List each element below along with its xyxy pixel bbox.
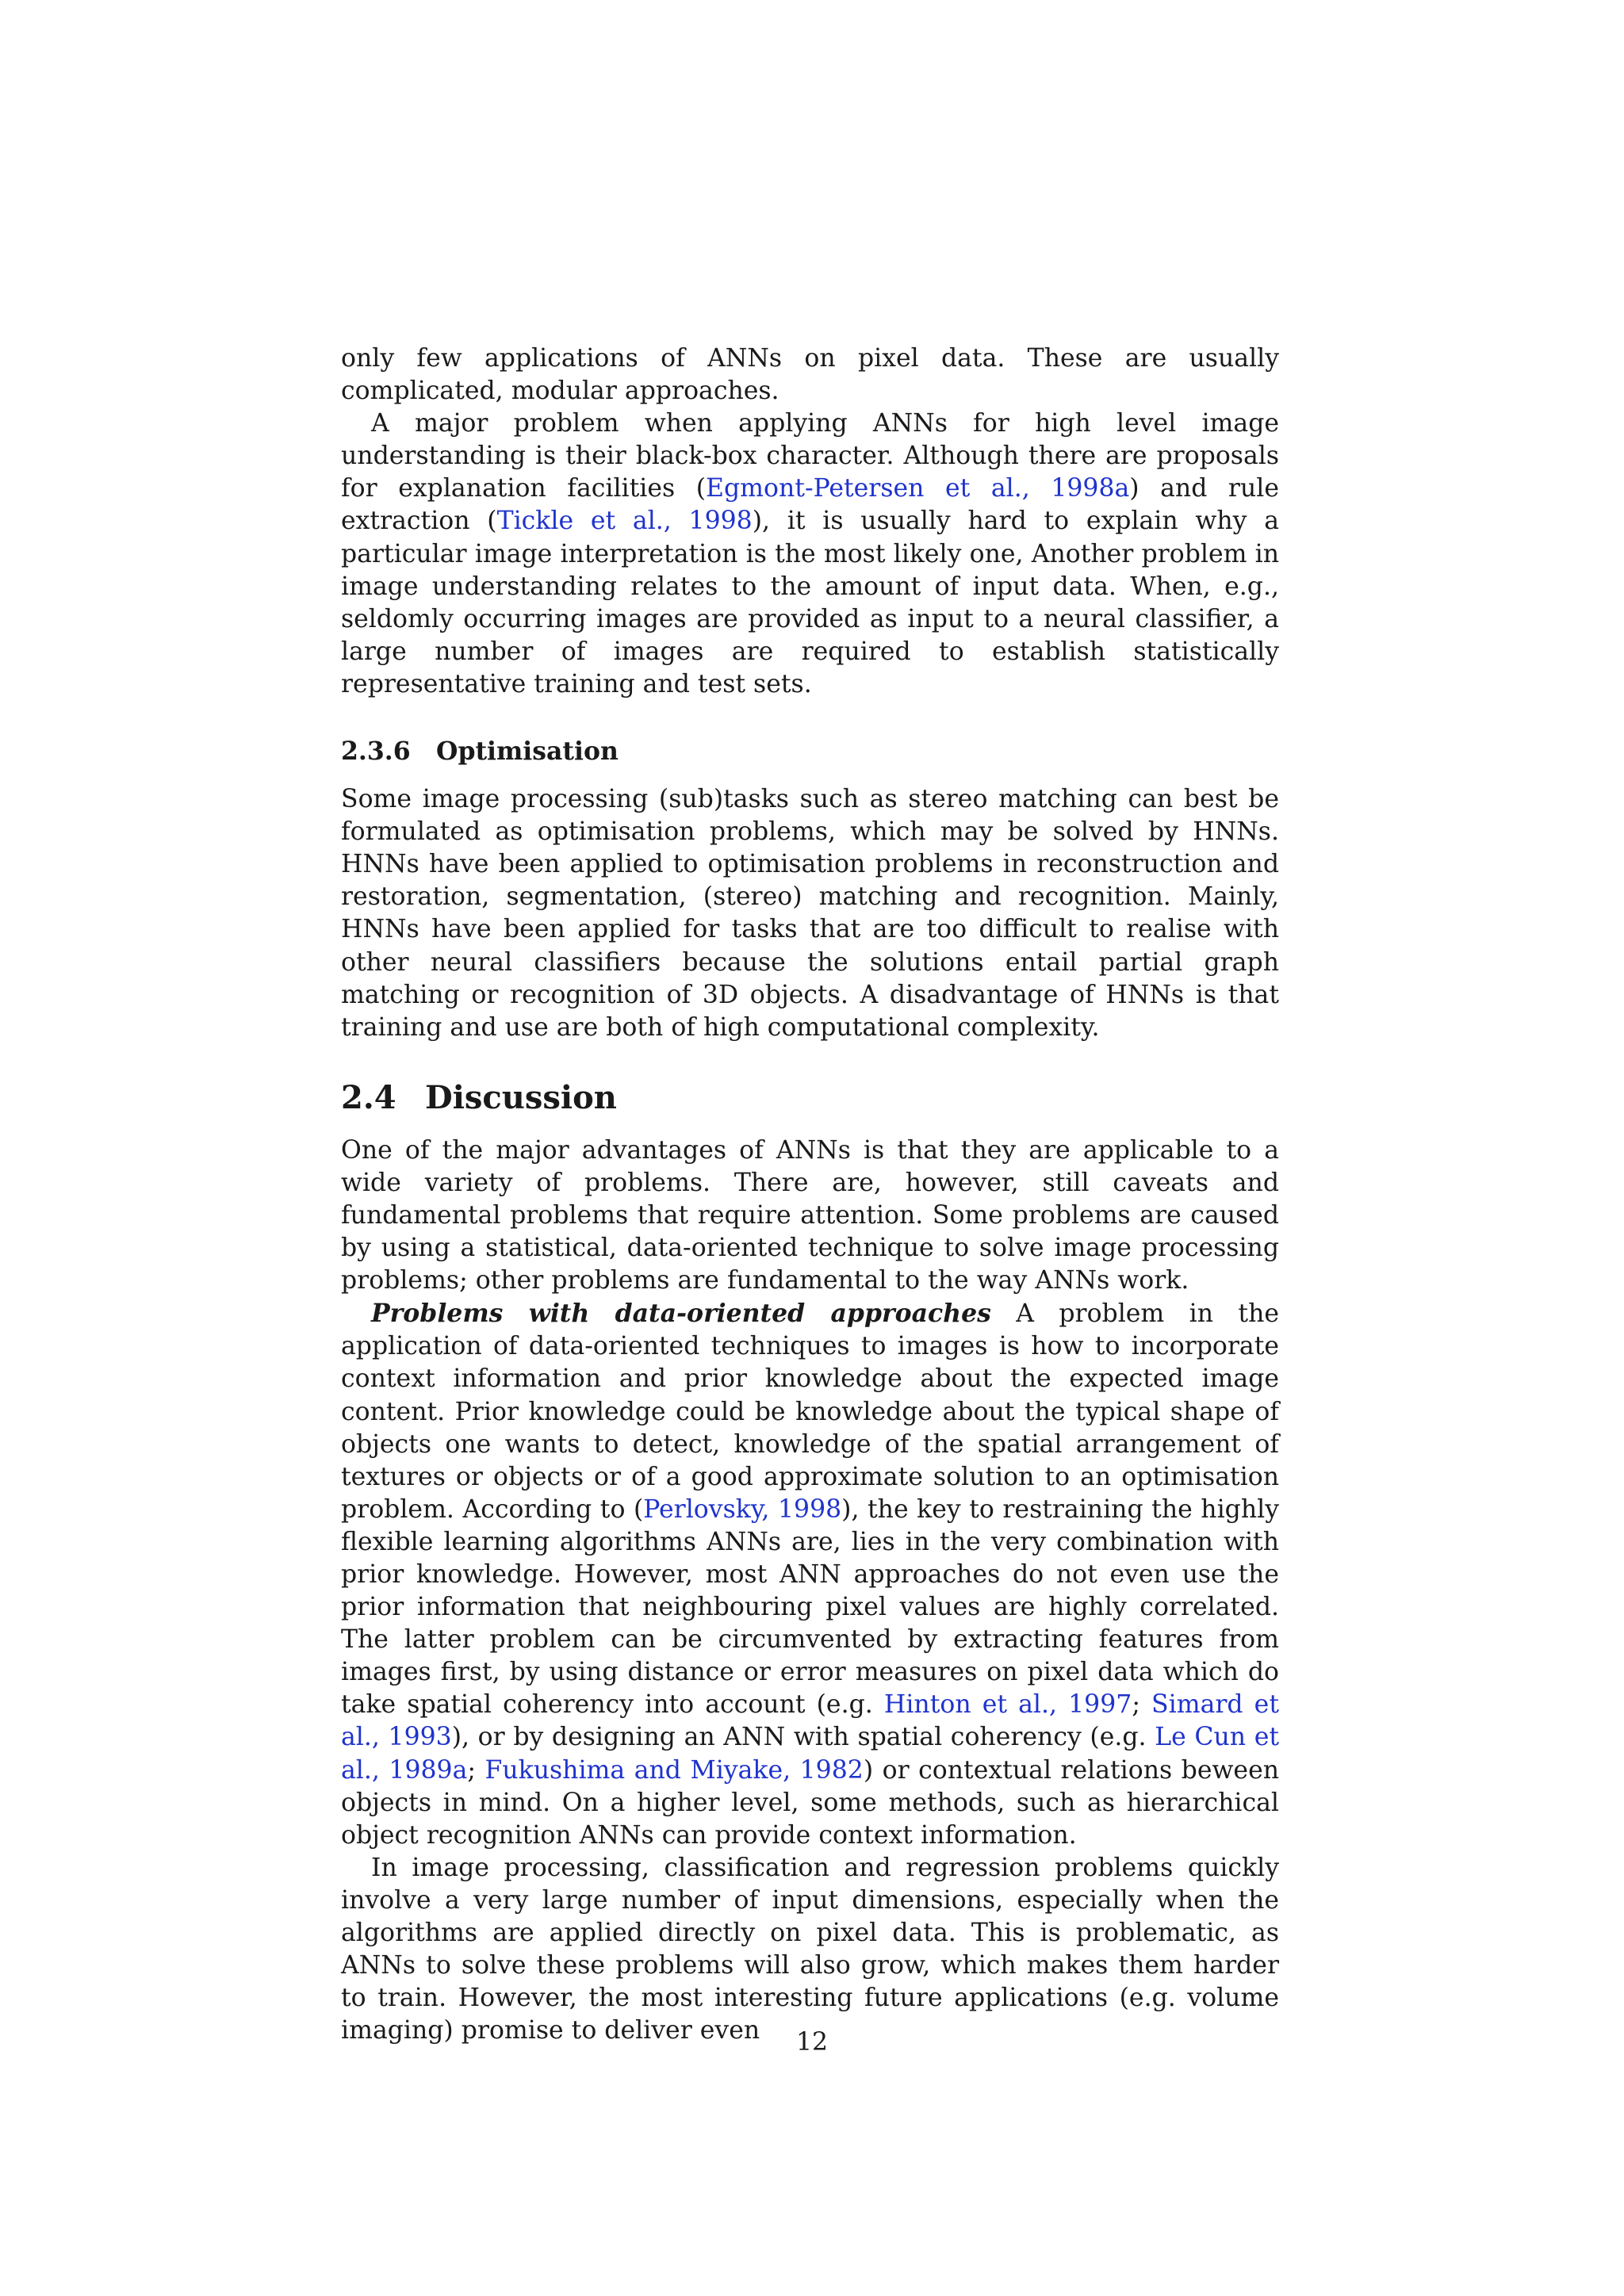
paragraph-text: ), it is usually hard to explain why a particular image interpretation is the most likely one, Another problem in image understanding relates to the amount of input data. When, e.g., seldomly occurring images are provided as input to a neural classifier, a large number of images are required to establish statistically representative training and test sets. <box>341 507 1279 698</box>
paragraph-text: A major problem when applying ANNs for high level image understanding is their black-box character. Although there are proposals for explanation facilities ( <box>341 409 1279 503</box>
paragraph-text: only few applications of ANNs on pixel data. These are usually complicated, modular approaches. <box>341 344 1279 406</box>
citation-link-hinton[interactable]: Hinton et al., 1997 <box>883 1690 1132 1720</box>
paragraph-text: ) or contextual relations beween objects in mind. On a higher level, some methods, such as hierarchical object recognition ANNs can provide context information. <box>341 1755 1280 1850</box>
subsection-title: Optimisation <box>436 737 619 767</box>
paragraph-continued <box>341 342 1279 408</box>
page-body <box>341 342 1279 2047</box>
section-number: 2.4 <box>341 1078 396 1116</box>
paragraph-text: One of the major advantages of ANNs is that they are applicable to a wide variety of problems. There are, however, still caveats and fundamental problems that require attention. Some problems are caused by using a statistical, data-oriented technique to solve image processing problems; other problems are fundamental to the way ANNs work. <box>341 1135 1279 1295</box>
paragraph-black-box <box>341 408 1279 701</box>
paragraph-text: ), or by designing an ANN with spatial coherency (e.g. <box>451 1723 1155 1752</box>
citation-link-simard[interactable]: Simard et al., 1993 <box>341 1690 1279 1752</box>
paragraph-text: A problem in the application of data-oriented techniques to images is how to incorporate context information and prior knowledge about the expected image content. Prior knowledge could be knowledge about the typical shape of objects one wants to detect, knowledge of the spatial arrangement of textures or objects or of a good approximate solution to an optimisation problem. According to ( <box>341 1299 1280 1524</box>
run-in-heading: Problems with data-oriented approaches <box>371 1299 991 1329</box>
paragraph-optimisation <box>341 783 1279 1044</box>
paragraph-text: In image processing, classification and regression problems quickly involve a very large number of input dimensions, especially when the algorithms are applied directly on pixel data. This is problematic, as ANNs to solve these problems will also grow, which makes them harder to train. However, the most interesting future applications (e.g. volume imaging) promise to deliver even <box>341 1853 1279 2045</box>
paragraph-text: ; <box>467 1755 485 1785</box>
paragraph-text: Some image processing (sub)tasks such as stereo matching can best be formulated as optimisation problems, which may be solved by HNNs. HNNs have been applied to optimisation problems in reconstruction and restoration, segmentation, (stereo) matching and recognition. Mainly, HNNs have been applied for tasks that are too difficult to realise with other neural classifiers because the solutions entail partial graph matching or recognition of 3D objects. A disadvantage of HNNs is that training and use are both of high computational complexity. <box>341 785 1279 1042</box>
section-title: Discussion <box>425 1078 617 1116</box>
citation-link-fukushima[interactable]: Fukushima and Miyake, 1982 <box>485 1755 864 1785</box>
page-number: 12 <box>795 2028 829 2057</box>
subsection-number: 2.3.6 <box>341 737 411 767</box>
section-heading <box>341 1079 1279 1117</box>
paragraph-text: ; <box>1132 1690 1152 1720</box>
citation-link-tickle[interactable]: Tickle et al., 1998 <box>496 507 753 536</box>
citation-link-egmont-petersen[interactable]: Egmont-Petersen et al., 1998a <box>706 474 1130 503</box>
subsection-heading <box>341 736 1279 767</box>
paragraph-problems <box>341 1297 1279 1852</box>
paragraph-text: ) and rule extraction ( <box>341 474 1279 536</box>
citation-link-le-cun[interactable]: Le Cun et al., 1989a <box>341 1723 1280 1785</box>
citation-link-perlovsky[interactable]: Perlovsky, 1998 <box>643 1494 842 1524</box>
paragraph-dimensions <box>341 1852 1279 2048</box>
paragraph-discussion <box>341 1135 1279 1297</box>
paragraph-text: ), the key to restraining the highly flexible learning algorithms ANNs are, lies in the very combination with prior knowledge. However, most ANN approaches do not even use the prior information that neighbouring pixel values are highly correlated. The latter problem can be circumvented by extracting features from images first, by using distance or error measures on pixel data which do take spatial coherency into account (e.g. <box>341 1494 1279 1720</box>
